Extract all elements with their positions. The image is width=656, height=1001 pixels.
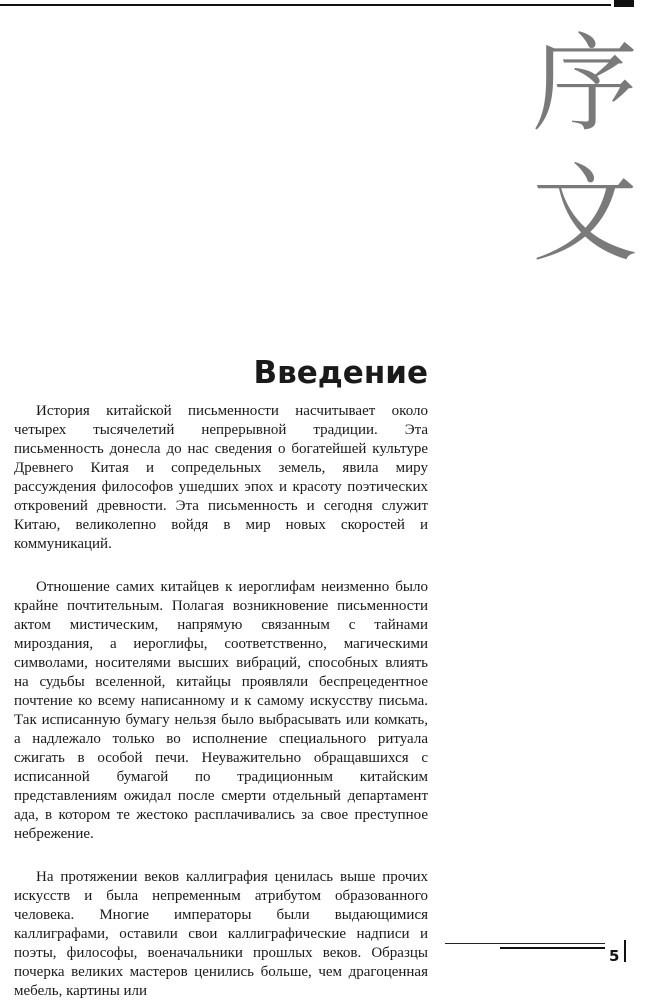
top-rule — [0, 4, 611, 6]
page-number: 5 — [609, 947, 620, 965]
body-text — [14, 402, 428, 1001]
paragraph: На протяжении веков каллиграфия ценилась выше прочих искусств и была непременным атрибутом образованного человека. Многие императоры были выдающимися каллиграфами, оставили свои каллиграфические надписи и поэты, философы, военачальники прошлых веков. Образцы почерка великих мастеров ценились больше, чем драгоценная мебель, картины или — [14, 869, 428, 999]
paragraph: Отношение самих китайцев к иероглифам неизменно было крайне почтительным. Полагая возникновение письменности актом мистическим, напрямую связанным с тайнами мироздания, а иероглифы, соответственно, магическими символами, носителями высших вибраций, способных влиять на судьбы вселенной, китайцы проявляли беспрецедентное почтение ко всему написанному и к самому искусству письма. Так исписанную бумагу нельзя было выбрасывать или комкать, а надлежало только во исполнение специального ритуала сжигать в особой печи. Неуважительно обращавшихся с исписанной бумагой по традиционным китайским представлениям ожидал после смерти отдельный департамент ада, в котором те жестоко расплачивались за свое преступное небрежение. — [14, 579, 428, 842]
chapter-glyph-1: 序 — [532, 23, 638, 146]
page-number-bracket — [624, 940, 626, 962]
top-corner-block — [614, 0, 634, 7]
paragraph: История китайской письменности насчитывает около четырех тысячелетий непрерывной традиции. Эта письменность донесла до нас сведения о богатейшей культуре Древнего Китая и сопредельных земель, явила миру рассуждения философов ушедших эпох и красоту поэтических откровений древности. Эта письменность и сегодня служит Китаю, великолепно войдя в мир новых скоростей и коммуникаций. — [14, 403, 428, 552]
chapter-glyphs — [525, 20, 645, 280]
footer-rule-thin — [445, 943, 605, 944]
chapter-glyph-2: 文 — [532, 153, 638, 276]
section-heading: Введение — [253, 355, 428, 391]
footer-rule-thick — [500, 947, 605, 949]
